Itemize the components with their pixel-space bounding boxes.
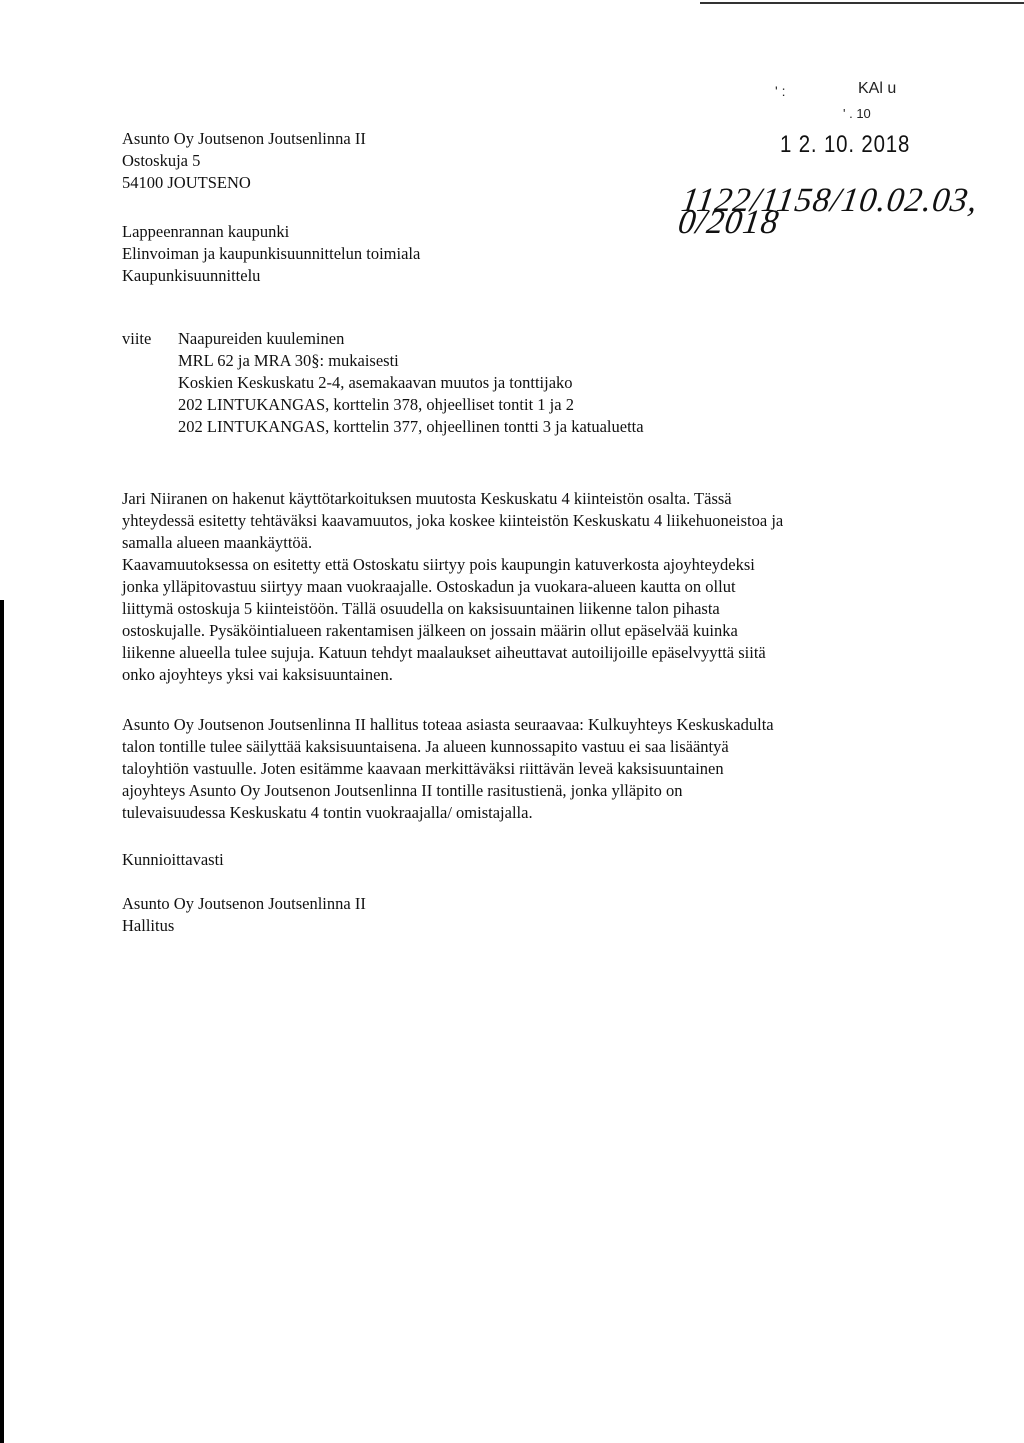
body-line: talon tontille tulee säilyttää kaksisuuntaisena. Ja alueen kunnossapito vastuu ei saa lisääntyä xyxy=(122,737,729,756)
scan-mark-2: KAl u xyxy=(858,80,897,97)
received-date-stamp: 1 2. 10. 2018 xyxy=(780,131,911,158)
sender-name: Asunto Oy Joutsenon Joutsenlinna II xyxy=(122,129,366,148)
body-line: liikenne alueella tulee sujuja. Katuun tehdyt maalaukset aiheuttavat autoilijoille epäselvyyttä siitä xyxy=(122,643,766,662)
handwritten-reference-number: 1122/1158/10.02.03, 0/2018 xyxy=(675,182,981,241)
body-line: ostoskujalle. Pysäköintialueen rakentamisen jälkeen on jossain määrin ollut epäselvää kuinka xyxy=(122,621,738,640)
body-line: samalla alueen maankäyttöä. xyxy=(122,533,313,552)
sender-postal: 54100 JOUTSENO xyxy=(122,173,251,192)
scan-top-edge-line xyxy=(700,2,1024,4)
recipient-department: Elinvoiman ja kaupunkisuunnittelun toimiala xyxy=(122,244,421,263)
reference-line: Koskien Keskuskatu 2-4, asemakaavan muutos ja tonttijako xyxy=(178,373,573,392)
body-paragraph-1 xyxy=(122,488,912,686)
reference-line: Naapureiden kuuleminen xyxy=(178,329,345,348)
reference-line: 202 LINTUKANGAS, korttelin 377, ohjeellinen tontti 3 ja katualuetta xyxy=(178,417,644,436)
scan-mark-1: ' : xyxy=(775,83,786,99)
reference-line: MRL 62 ja MRA 30§: mukaisesti xyxy=(178,351,399,370)
body-line: tulevaisuudessa Keskuskatu 4 tontin vuokraajalla/ omistajalla. xyxy=(122,803,533,822)
recipient-unit: Kaupunkisuunnittelu xyxy=(122,266,261,285)
body-line: ajoyhteys Asunto Oy Joutsenon Joutsenlinna II tontille rasitustienä, jonka ylläpito on xyxy=(122,781,683,800)
body-line: taloyhtiön vastuulle. Joten esitämme kaavaan merkittäväksi riittävän leveä kaksisuuntainen xyxy=(122,759,724,778)
signature-block xyxy=(122,893,366,937)
sender-address-block xyxy=(122,128,366,194)
body-line: onko ajoyhteys yksi vai kaksisuuntainen. xyxy=(122,665,393,684)
closing-greeting: Kunnioittavasti xyxy=(122,850,224,869)
recipient-address-block xyxy=(122,221,420,287)
body-line: liittymä ostoskuja 5 kiinteistöön. Tällä osuudella on kaksisuuntainen liikenne talon pihasta xyxy=(122,599,720,618)
sender-street: Ostoskuja 5 xyxy=(122,151,201,170)
body-paragraph-2 xyxy=(122,714,912,824)
body-line: Jari Niiranen on hakenut käyttötarkoituksen muutosta Keskuskatu 4 kiinteistön osalta. Tässä xyxy=(122,489,732,508)
signature-body: Hallitus xyxy=(122,916,175,935)
signature-organization: Asunto Oy Joutsenon Joutsenlinna II xyxy=(122,894,366,913)
reference-block xyxy=(178,328,644,438)
recipient-name: Lappeenrannan kaupunki xyxy=(122,222,290,241)
body-line: jonka ylläpitovastuu siirtyy maan vuokraajalle. Ostoskadun ja vuokara-alueen kautta on ollut xyxy=(122,577,736,596)
body-line: Kaavamuutoksessa on esitetty että Ostoskatu siirtyy pois kaupungin katuverkosta ajoyhteydeksi xyxy=(122,555,755,574)
scan-mark-3: ' . 10 xyxy=(843,106,871,121)
scan-left-edge-bar xyxy=(0,600,4,1443)
reference-line: 202 LINTUKANGAS, korttelin 378, ohjeelliset tontit 1 ja 2 xyxy=(178,395,574,414)
body-line: Asunto Oy Joutsenon Joutsenlinna II hallitus toteaa asiasta seuraavaa: Kulkuyhteys Keskuskadulta xyxy=(122,715,774,734)
body-line: yhteydessä esitetty tehtäväksi kaavamuutos, joka koskee kiinteistön Keskuskatu 4 liikehuoneistoa ja xyxy=(122,511,784,530)
reference-label: viite xyxy=(122,329,152,348)
